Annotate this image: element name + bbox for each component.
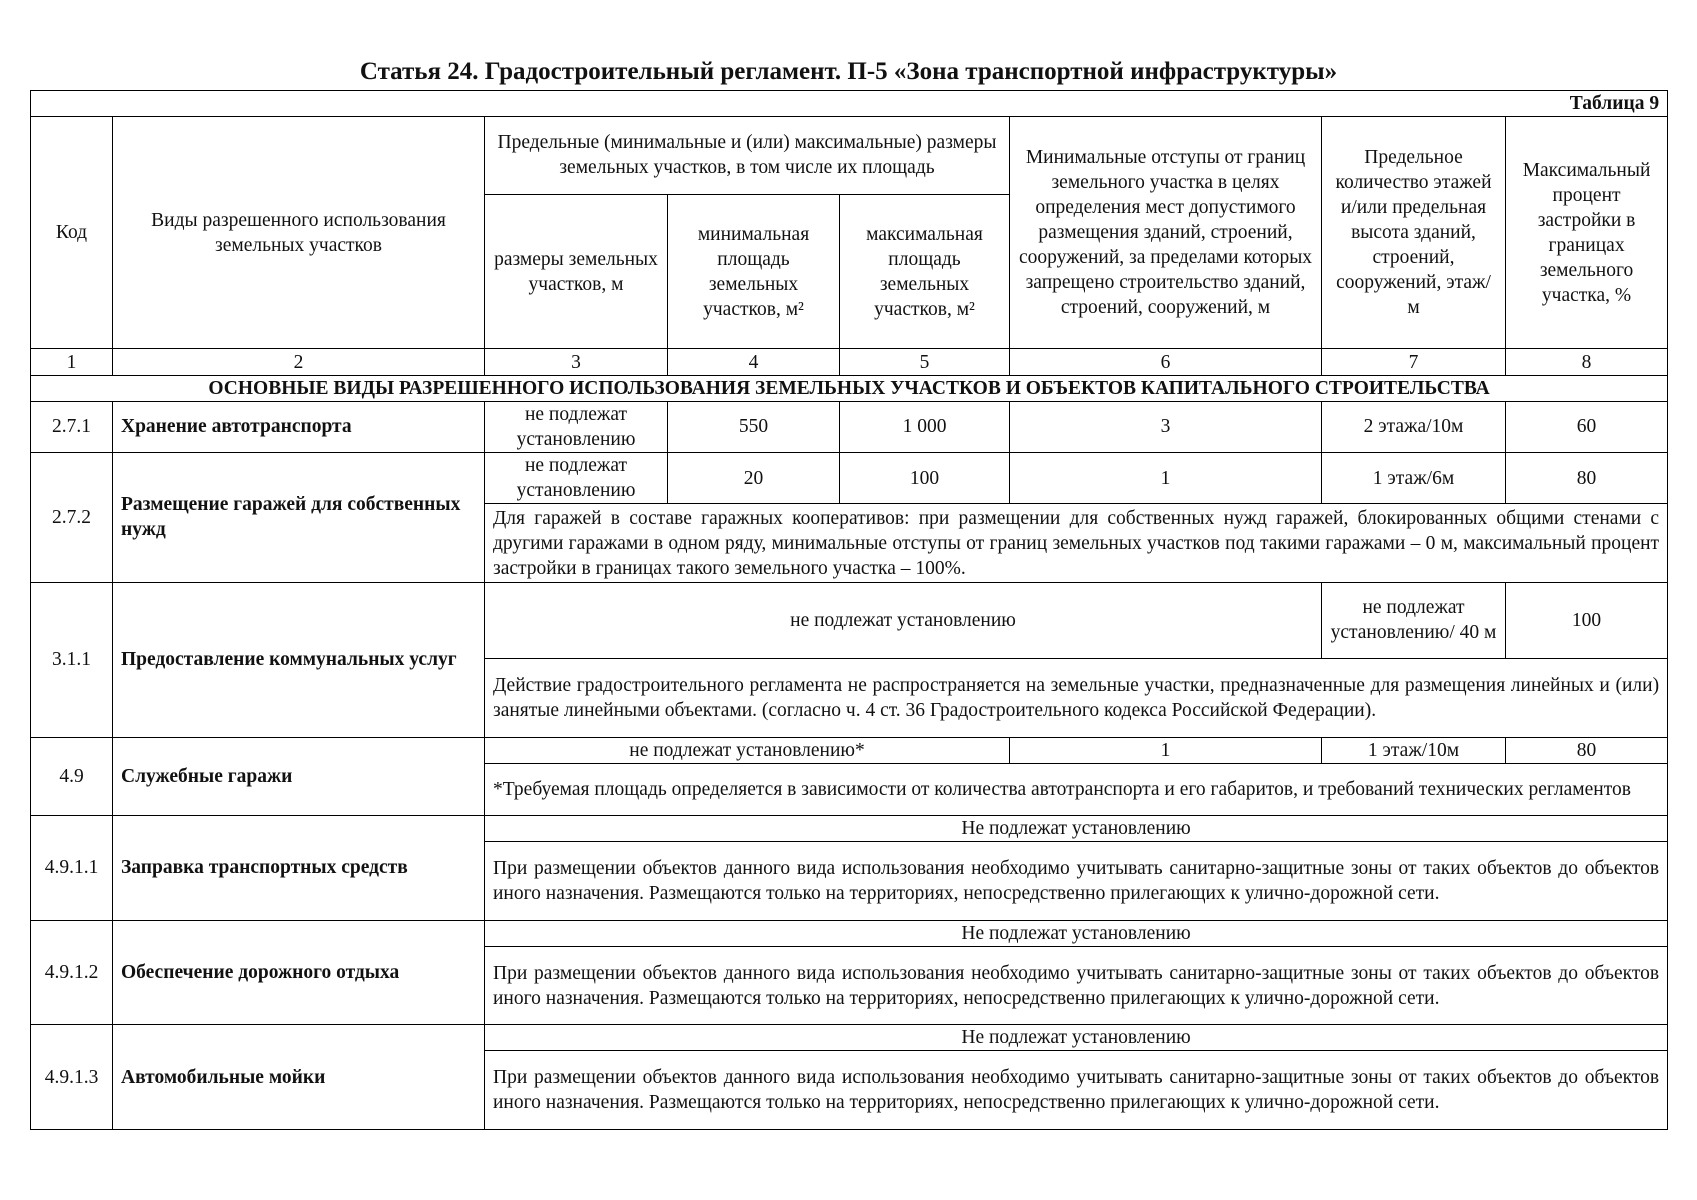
- row-coverage: 100: [1506, 582, 1668, 658]
- header-floors: Предельное количество этажей и/или предельная высота зданий, строений, сооружений, этаж/м: [1322, 117, 1506, 349]
- row-setback: 1: [1010, 737, 1322, 763]
- row-floors: 2 этажа/10м: [1322, 401, 1506, 452]
- header-code: Код: [31, 117, 113, 349]
- column-number: 5: [840, 349, 1010, 375]
- row-use-name: Автомобильные мойки: [113, 1025, 485, 1130]
- section-heading: ОСНОВНЫЕ ВИДЫ РАЗРЕШЕННОГО ИСПОЛЬЗОВАНИЯ ЗЕМЕЛЬНЫХ УЧАСТКОВ И ОБЪЕКТОВ КАПИТАЛЬНОГО СТРОИТЕЛЬСТВА: [31, 375, 1668, 401]
- table-row: [31, 920, 1668, 946]
- row-plot-sizes: не подлежат установлению: [485, 401, 668, 452]
- row-use-name: Обеспечение дорожного отдыха: [113, 920, 485, 1025]
- section-row: [31, 375, 1668, 401]
- table-row: [31, 1025, 1668, 1051]
- row-merged-value: не подлежат установлению*: [485, 737, 1010, 763]
- row-merged-value: Не подлежат установлению: [485, 816, 1668, 842]
- row-code: 2.7.2: [31, 453, 113, 583]
- row-merged-value: Не подлежат установлению: [485, 1025, 1668, 1051]
- column-number: 7: [1322, 349, 1506, 375]
- row-code: 4.9.1.2: [31, 920, 113, 1025]
- header-row-1: [31, 117, 1668, 194]
- row-code: 3.1.1: [31, 582, 113, 737]
- row-note: *Требуемая площадь определяется в зависимости от количества автотранспорта и его габаритов, и требований технических регламентов: [485, 763, 1668, 815]
- row-floors: 1 этаж/6м: [1322, 453, 1506, 504]
- table-row: [31, 582, 1668, 658]
- row-note: Для гаражей в составе гаражных кооперативов: при размещении для собственных нужд гаражей, блокированных общими стенами с другими гаражами в одном ряду, минимальные отступы от границ земельных участков под такими гаражами – 0 м, максимальный процент застройки в границах такого земельного участка – 100%.: [485, 504, 1668, 582]
- row-merged-value: не подлежат установлению: [485, 582, 1322, 658]
- header-use-type: Виды разрешенного использования земельных участков: [113, 117, 485, 349]
- header-min-area: минимальная площадь земельных участков, м²: [668, 194, 840, 349]
- row-max-area: 1 000: [840, 401, 1010, 452]
- row-code: 4.9.1.3: [31, 1025, 113, 1130]
- column-number: 1: [31, 349, 113, 375]
- column-number: 6: [1010, 349, 1322, 375]
- column-number: 3: [485, 349, 668, 375]
- regulation-table: [30, 90, 1668, 1130]
- row-min-area: 20: [668, 453, 840, 504]
- table-row: [31, 737, 1668, 763]
- column-number: 2: [113, 349, 485, 375]
- row-use-name: Заправка транспортных средств: [113, 816, 485, 921]
- row-merged-value: Не подлежат установлению: [485, 920, 1668, 946]
- row-setback: 1: [1010, 453, 1322, 504]
- header-setbacks: Минимальные отступы от границ земельного участка в целях определения мест допустимого размещения зданий, строений, сооружений, за пределами которых запрещено строительство зданий, строений, сооружений, м: [1010, 117, 1322, 349]
- row-floors: не подлежат установлению/ 40 м: [1322, 582, 1506, 658]
- row-note: При размещении объектов данного вида использования необходимо учитывать санитарно-защитные зоны от таких объектов до объектов иного назначения. Размещаются только на территориях, непосредственно прилегающих к улично-дорожной сети.: [485, 946, 1668, 1024]
- row-min-area: 550: [668, 401, 840, 452]
- table-row: [31, 816, 1668, 842]
- row-use-name: Предоставление коммунальных услуг: [113, 582, 485, 737]
- header-coverage: Максимальный процент застройки в границах земельного участка, %: [1506, 117, 1668, 349]
- table-row: [31, 401, 1668, 452]
- row-coverage: 60: [1506, 401, 1668, 452]
- row-note: При размещении объектов данного вида использования необходимо учитывать санитарно-защитные зоны от таких объектов до объектов иного назначения. Размещаются только на территориях, непосредственно прилегающих к улично-дорожной сети.: [485, 1051, 1668, 1130]
- row-use-name: Размещение гаражей для собственных нужд: [113, 453, 485, 583]
- header-size-limits: Предельные (минимальные и (или) максимальные) размеры земельных участков, в том числе их площадь: [485, 117, 1010, 194]
- header-max-area: максимальная площадь земельных участков, м²: [840, 194, 1010, 349]
- row-coverage: 80: [1506, 453, 1668, 504]
- row-code: 4.9.1.1: [31, 816, 113, 921]
- header-plot-sizes: размеры земельных участков, м: [485, 194, 668, 349]
- column-number: 4: [668, 349, 840, 375]
- row-coverage: 80: [1506, 737, 1668, 763]
- column-number: 8: [1506, 349, 1668, 375]
- row-plot-sizes: не подлежат установлению: [485, 453, 668, 504]
- table-row: [31, 453, 1668, 504]
- row-code: 2.7.1: [31, 401, 113, 452]
- row-max-area: 100: [840, 453, 1010, 504]
- row-code: 4.9: [31, 737, 113, 815]
- row-note: При размещении объектов данного вида использования необходимо учитывать санитарно-защитные зоны от таких объектов до объектов иного назначения. Размещаются только на территориях, непосредственно прилегающих к улично-дорожной сети.: [485, 842, 1668, 920]
- table-number: Таблица 9: [31, 91, 1668, 117]
- row-note: Действие градостроительного регламента не распространяется на земельные участки, предназначенные для размещения линейных и (или) занятые линейными объектами. (согласно ч. 4 ст. 36 Градостроительного кодекса Российской Федерации).: [485, 659, 1668, 737]
- page-title: Статья 24. Градостроительный регламент. П-5 «Зона транспортной инфраструктуры»: [359, 58, 1338, 85]
- table-number-row: [31, 91, 1668, 117]
- row-use-name: Служебные гаражи: [113, 737, 485, 815]
- row-use-name: Хранение автотранспорта: [113, 401, 485, 452]
- column-numbers-row: [31, 349, 1668, 375]
- row-setback: 3: [1010, 401, 1322, 452]
- row-floors: 1 этаж/10м: [1322, 737, 1506, 763]
